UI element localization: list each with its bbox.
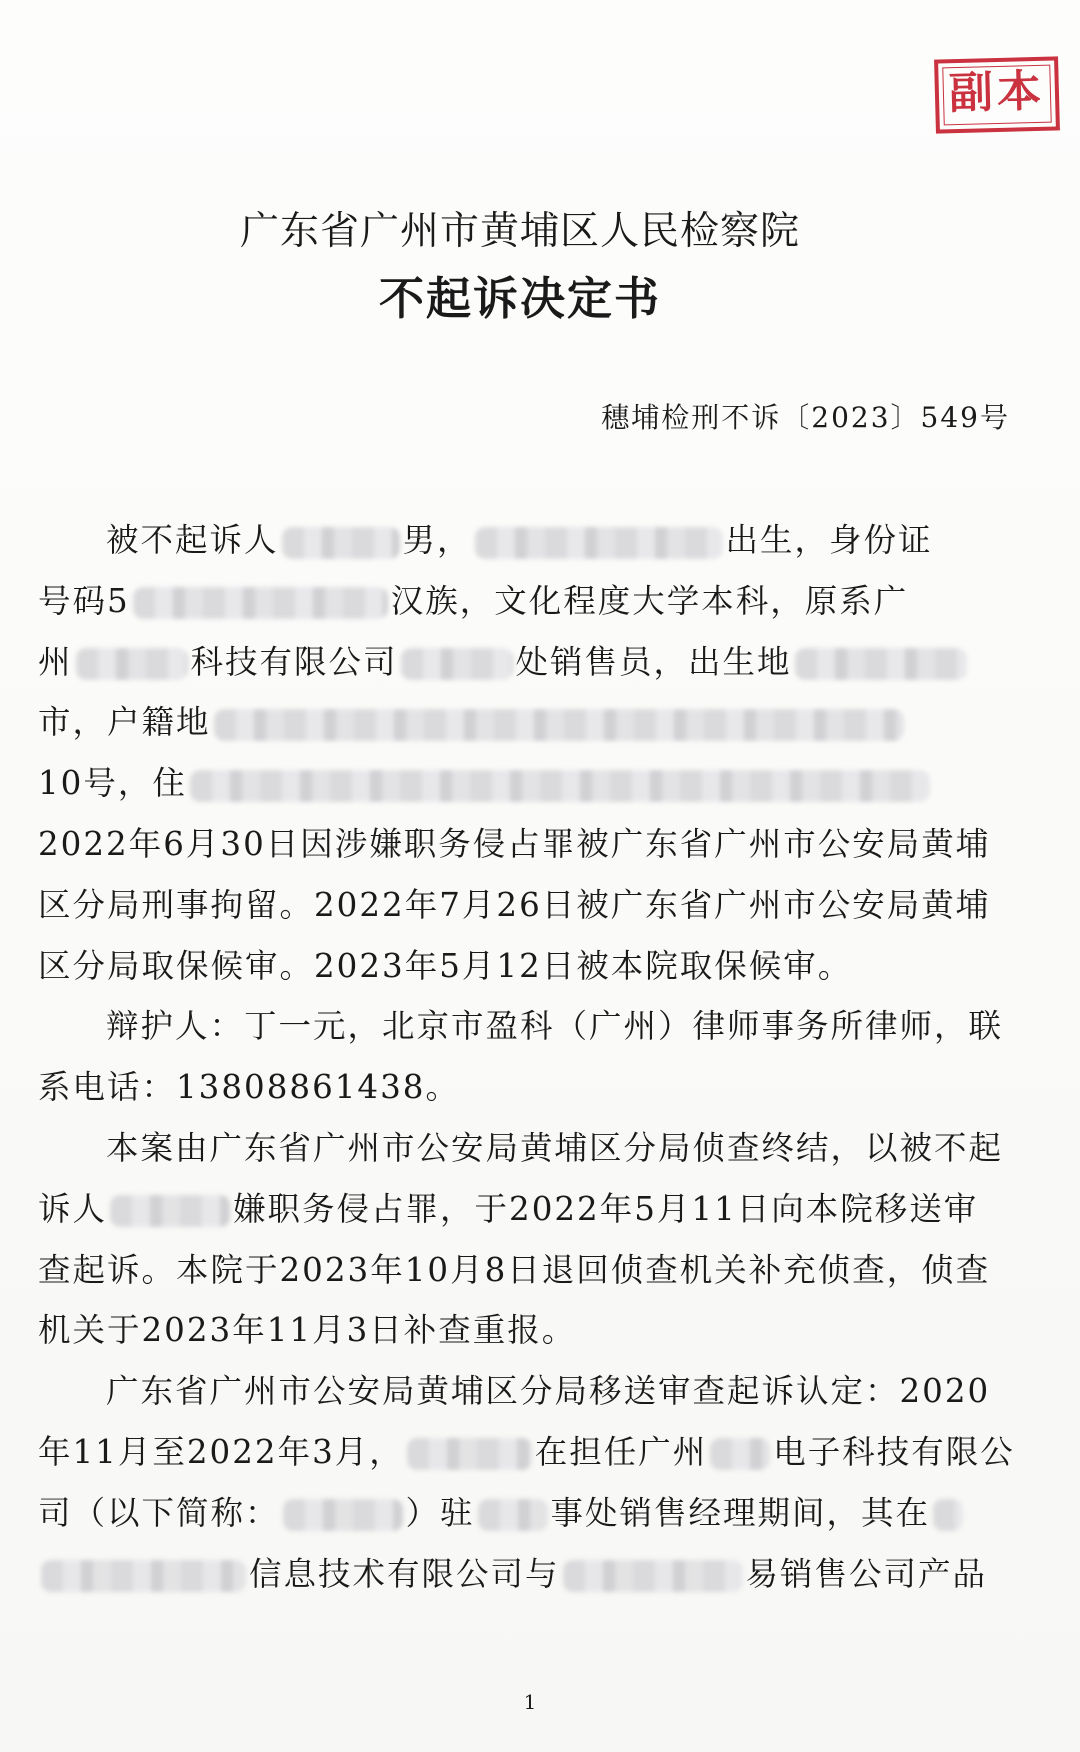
body-line: 本案由广东省广州市公安局黄埔区分局侦查终结，以被不起 [106,1128,1004,1167]
body-line: 市，户籍地 [38,692,1018,753]
copy-stamp: 副本 [934,56,1060,133]
document-title: 不起诉决定书 [378,272,661,325]
redaction [41,1560,246,1592]
page-number: 1 [523,1690,537,1714]
redaction [933,1499,963,1531]
redaction [795,648,967,680]
redaction [475,527,723,559]
body-line: 信息技术有限公司与 易销售公司产品 [38,1544,1018,1605]
document-body [38,510,1018,1604]
redaction [407,1438,532,1470]
body-line: 辩护人：丁一元，北京市盈科（广州）律师事务所律师，联 [106,1007,1004,1046]
document-number: 穗埔检刑不诉〔2023〕549号 [601,401,1010,434]
redaction [563,1560,743,1592]
body-line: 被不起诉人 男， 出生，身份证 [106,521,933,559]
body-line: 年11月至2022年3月， 在担任广州 电子科技有限公 [38,1432,1015,1471]
agency-title: 广东省广州市黄埔区人民检察院 [239,209,800,254]
redaction [710,1438,770,1470]
body-line: 号码5 汉族，文化程度大学本科，原系广 [38,581,909,620]
body-line: 区分局取保候审。2023年5月12日被本院取保候审。 [38,946,853,985]
body-line: 区分局刑事拘留。2022年7月26日被广东省广州市公安局黄埔 [38,885,991,924]
body-line: 2022年6月30日因涉嫌职务侵占罪被广东省广州市公安局黄埔 [38,824,991,863]
redaction [401,648,513,680]
body-line: 诉人 嫌职务侵占罪，于2022年5月11日向本院移送审 [38,1189,979,1228]
body-line: 机关于2023年11月3日补查重报。 [38,1311,577,1350]
redaction [282,527,400,559]
redaction [478,1499,548,1531]
redaction [110,1195,230,1227]
body-line: 州 科技有限公司 处销售员，出生地 [38,632,1018,693]
body-line: 广东省广州市公安局黄埔区分局移送审查起诉认定：2020 [106,1372,991,1411]
body-line: 10号，住 [38,753,1018,814]
redaction [283,1499,403,1531]
redaction [76,648,188,680]
redaction [190,770,930,802]
redaction [214,709,904,741]
body-line: 司（以下简称： ）驻 事处销售经理期间，其在 [38,1483,1018,1544]
body-line: 系电话：13808861438。 [38,1068,460,1107]
redaction [133,587,388,619]
body-line: 查起诉。本院于2023年10月8日退回侦查机关补充侦查，侦查 [38,1250,991,1289]
